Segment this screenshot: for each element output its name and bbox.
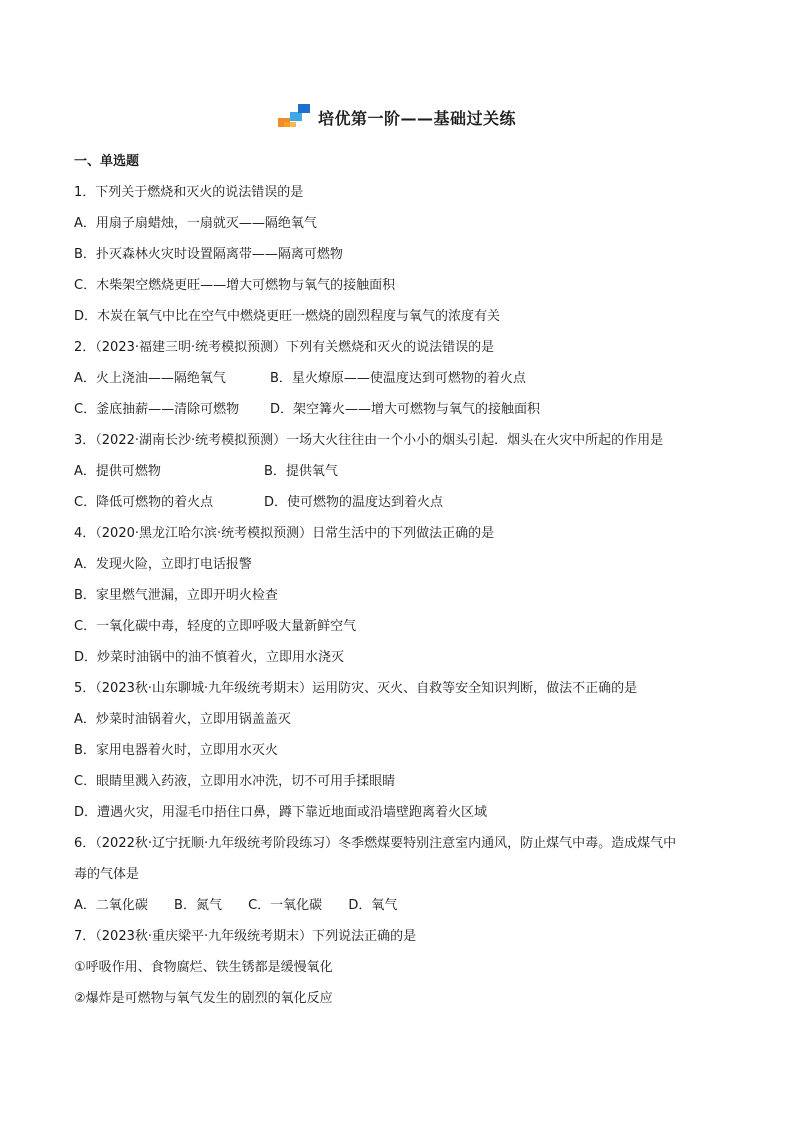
question-1	[74, 177, 724, 332]
question-stem: 2．（2023·福建三明·统考模拟预测）下列有关燃烧和灭火的说法错误的是	[74, 340, 495, 355]
question-stem: 1．下列关于燃烧和灭火的说法错误的是	[74, 185, 304, 200]
option-d: D．遭遇火灾，用湿毛巾捂住口鼻，蹲下靠近地面或沿墙壁跑离着火区域	[74, 805, 488, 820]
option-b: B．扑灭森林火灾时设置隔离带——隔离可燃物	[74, 247, 343, 262]
question-stem-line-2: 毒的气体是	[74, 867, 140, 882]
option-b: B．提供氧气	[264, 464, 338, 479]
question-stem: 7．（2023秋·重庆梁平·九年级统考期末）下列说法正确的是	[74, 929, 417, 944]
question-list	[74, 146, 724, 1014]
option-c: C．釜底抽薪——清除可燃物	[74, 402, 240, 417]
option-a: A．二氧化碳	[74, 898, 148, 913]
option-row	[74, 363, 724, 394]
option-d: D．架空篝火——增大可燃物与氧气的接触面积	[270, 402, 541, 417]
logo-icon	[278, 104, 312, 130]
statement-1: ①呼吸作用、食物腐烂、铁生锈都是缓慢氧化	[74, 960, 333, 975]
option-d: D．炒菜时油锅中的油不慎着火，立即用水浇灭	[74, 650, 345, 665]
question-stem: 4．（2020·黑龙江哈尔滨·统考模拟预测）日常生活中的下列做法正确的是	[74, 526, 495, 541]
option-d: D．氧气	[348, 898, 398, 913]
question-7	[74, 921, 724, 1014]
option-b: B．家用电器着火时，立即用水灭火	[74, 743, 278, 758]
option-a: A．炒菜时油锅着火，立即用锅盖盖灭	[74, 712, 291, 727]
option-c: C．木柴架空燃烧更旺——增大可燃物与氧气的接触面积	[74, 278, 396, 293]
question-3	[74, 425, 724, 518]
option-a: A．用扇子扇蜡烛，一扇就灭——隔绝氧气	[74, 216, 317, 231]
question-stem-line-1: 6．（2022秋·辽宁抚顺·九年级统考阶段练习）冬季燃煤要特别注意室内通风，防止煤气中毒。造成煤气中	[74, 836, 677, 851]
statement-2: ②爆炸是可燃物与氧气发生的剧烈的氧化反应	[74, 991, 333, 1006]
option-a: A．发现火险，立即打电话报警	[74, 557, 252, 572]
option-d: D．使可燃物的温度达到着火点	[264, 495, 444, 510]
question-6	[74, 828, 724, 921]
section-heading: 一、单选题	[74, 154, 140, 169]
option-b: B．氮气	[174, 898, 222, 913]
option-row	[74, 890, 724, 921]
option-c: C．一氧化碳中毒，轻度的立即呼吸大量新鲜空气	[74, 619, 357, 634]
option-row	[74, 456, 724, 487]
option-row	[74, 394, 724, 425]
option-row	[74, 487, 724, 518]
title-row	[0, 100, 794, 134]
option-c: C．降低可燃物的着火点	[74, 495, 214, 510]
option-c: C．眼睛里溅入药液，立即用水冲洗，切不可用手揉眼睛	[74, 774, 396, 789]
question-stem: 5．（2023秋·山东聊城·九年级统考期末）运用防灾、灭火、自救等安全知识判断，做法不正确的是	[74, 681, 638, 696]
question-4	[74, 518, 724, 673]
option-d: D．木炭在氧气中比在空气中燃烧更旺一燃烧的剧烈程度与氧气的浓度有关	[74, 309, 501, 324]
option-a: A．火上浇油——隔绝氧气	[74, 371, 226, 386]
option-b: B．家里燃气泄漏，立即开明火检查	[74, 588, 278, 603]
question-stem: 3．（2022·湖南长沙·统考模拟预测）一场大火往往由一个小小的烟头引起．烟头在火灾中所起的作用是	[74, 433, 664, 448]
option-b: B．星火燎原——使温度达到可燃物的着火点	[270, 371, 526, 386]
question-2	[74, 332, 724, 425]
page-title: 培优第一阶——基础过关练	[317, 108, 516, 128]
option-c: C．一氧化碳	[248, 898, 323, 913]
option-a: A．提供可燃物	[74, 464, 161, 479]
question-5	[74, 673, 724, 828]
